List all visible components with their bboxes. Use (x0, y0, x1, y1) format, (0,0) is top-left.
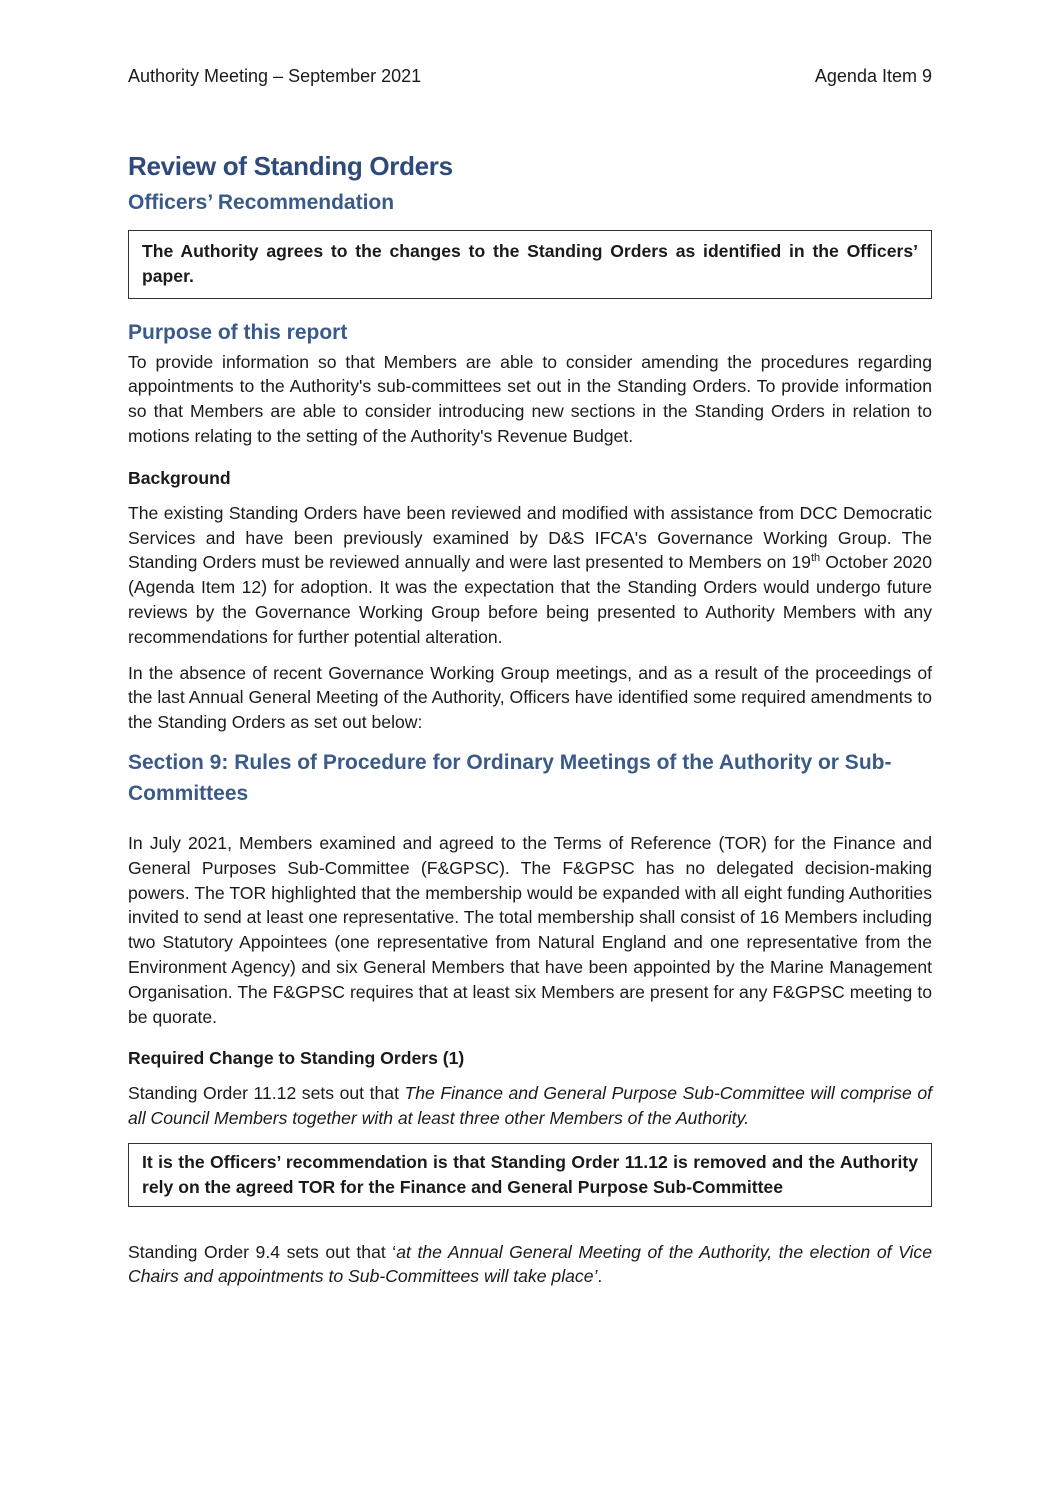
background-paragraph-1 (128, 501, 932, 650)
header-agenda-item: Agenda Item 9 (814, 66, 932, 86)
background-heading: Background (128, 467, 231, 488)
so94-end: . (597, 1266, 603, 1287)
standing-order-1112-paragraph (128, 1081, 932, 1131)
officers-recommendation-text: It is the Officers’ recommendation is that Standing Order 11.12 is removed and the Authority rely on the agreed TOR for the Finance and General Purpose Sub-Committee (142, 1151, 918, 1197)
background-paragraph-2: In the absence of recent Governance Working Group meetings, and as a result of the proceedings of the last Annual General Meeting of the Authority, Officers have identified some required amendments to the Standing Orders as set out below: (128, 662, 932, 733)
background-text-part: The existing Standing Orders have been reviewed and modified with assistance from DCC Democratic Services and have been previously examined by D&S IFCA's Governance Working Group. The Standing Orders must be reviewed annually and were last presented to Members on 19 (128, 502, 932, 573)
recommendation-heading: Officers’ Recommendation (128, 191, 395, 214)
section9-paragraph: In July 2021, Members examined and agreed to the Terms of Reference (TOR) for the Finance and General Purposes Sub-Committee (F&GPSC). The F&GPSC has no delegated decision-making powers. The TOR highlighted that the membership would be expanded with all eight funding Authorities invited to send at least one representative. The total membership shall consist of 16 Members including two Statutory Appointees (one representative from Natural England and one representative from the Environment Agency) and six General Members that have been appointed by the Marine Management Organisation. The F&GPSC requires that at least six Members are present for any F&GPSC meeting to be quorate. (128, 832, 932, 1027)
purpose-text: To provide information so that Members are able to consider amending the procedures regarding appointments to the Authority's sub-committees set out in the Standing Orders. To provide information so that Members are able to consider introducing new sections in the Standing Orders in relation to motions relating to the setting of the Authority's Revenue Budget. (128, 351, 932, 446)
page-title: Review of Standing Orders (128, 151, 453, 181)
purpose-heading: Purpose of this report (128, 320, 348, 344)
document-body (128, 148, 932, 1289)
standing-order-94-paragraph (128, 1240, 932, 1290)
so94-quote: at the Annual General Meeting of the Authority, the election of Vice Chairs and appointments to Sub-Committees will take place’ (128, 1241, 932, 1287)
recommendation-text: The Authority agrees to the changes to the Standing Orders as identified in the Officers’ paper. (142, 241, 918, 286)
officers-recommendation-box (128, 1143, 932, 1207)
recommendation-box (128, 230, 932, 299)
header-meeting-title: Authority Meeting – September 2021 (128, 66, 422, 86)
so1112-quote: The Finance and General Purpose Sub-Committee will comprise of all Council Members together with at least three other Members of the Authority. (128, 1083, 932, 1129)
so1112-lead: Standing Order 11.12 sets out that (128, 1083, 405, 1104)
ordinal-suffix: th (810, 552, 821, 565)
so94-lead: Standing Order 9.4 sets out that ‘ (128, 1241, 397, 1262)
background-text-part: October 2020 (Agenda Item 12) for adoption. It was the expectation that the Standing Orders would undergo future reviews by the Governance Working Group before being presented to Authority Members with any recommendations for further potential alteration. (128, 552, 933, 647)
section9-heading: Section 9: Rules of Procedure for Ordinary Meetings of the Authority or Sub-Committees (128, 750, 892, 805)
change-heading: Required Change to Standing Orders (1) (128, 1048, 465, 1069)
